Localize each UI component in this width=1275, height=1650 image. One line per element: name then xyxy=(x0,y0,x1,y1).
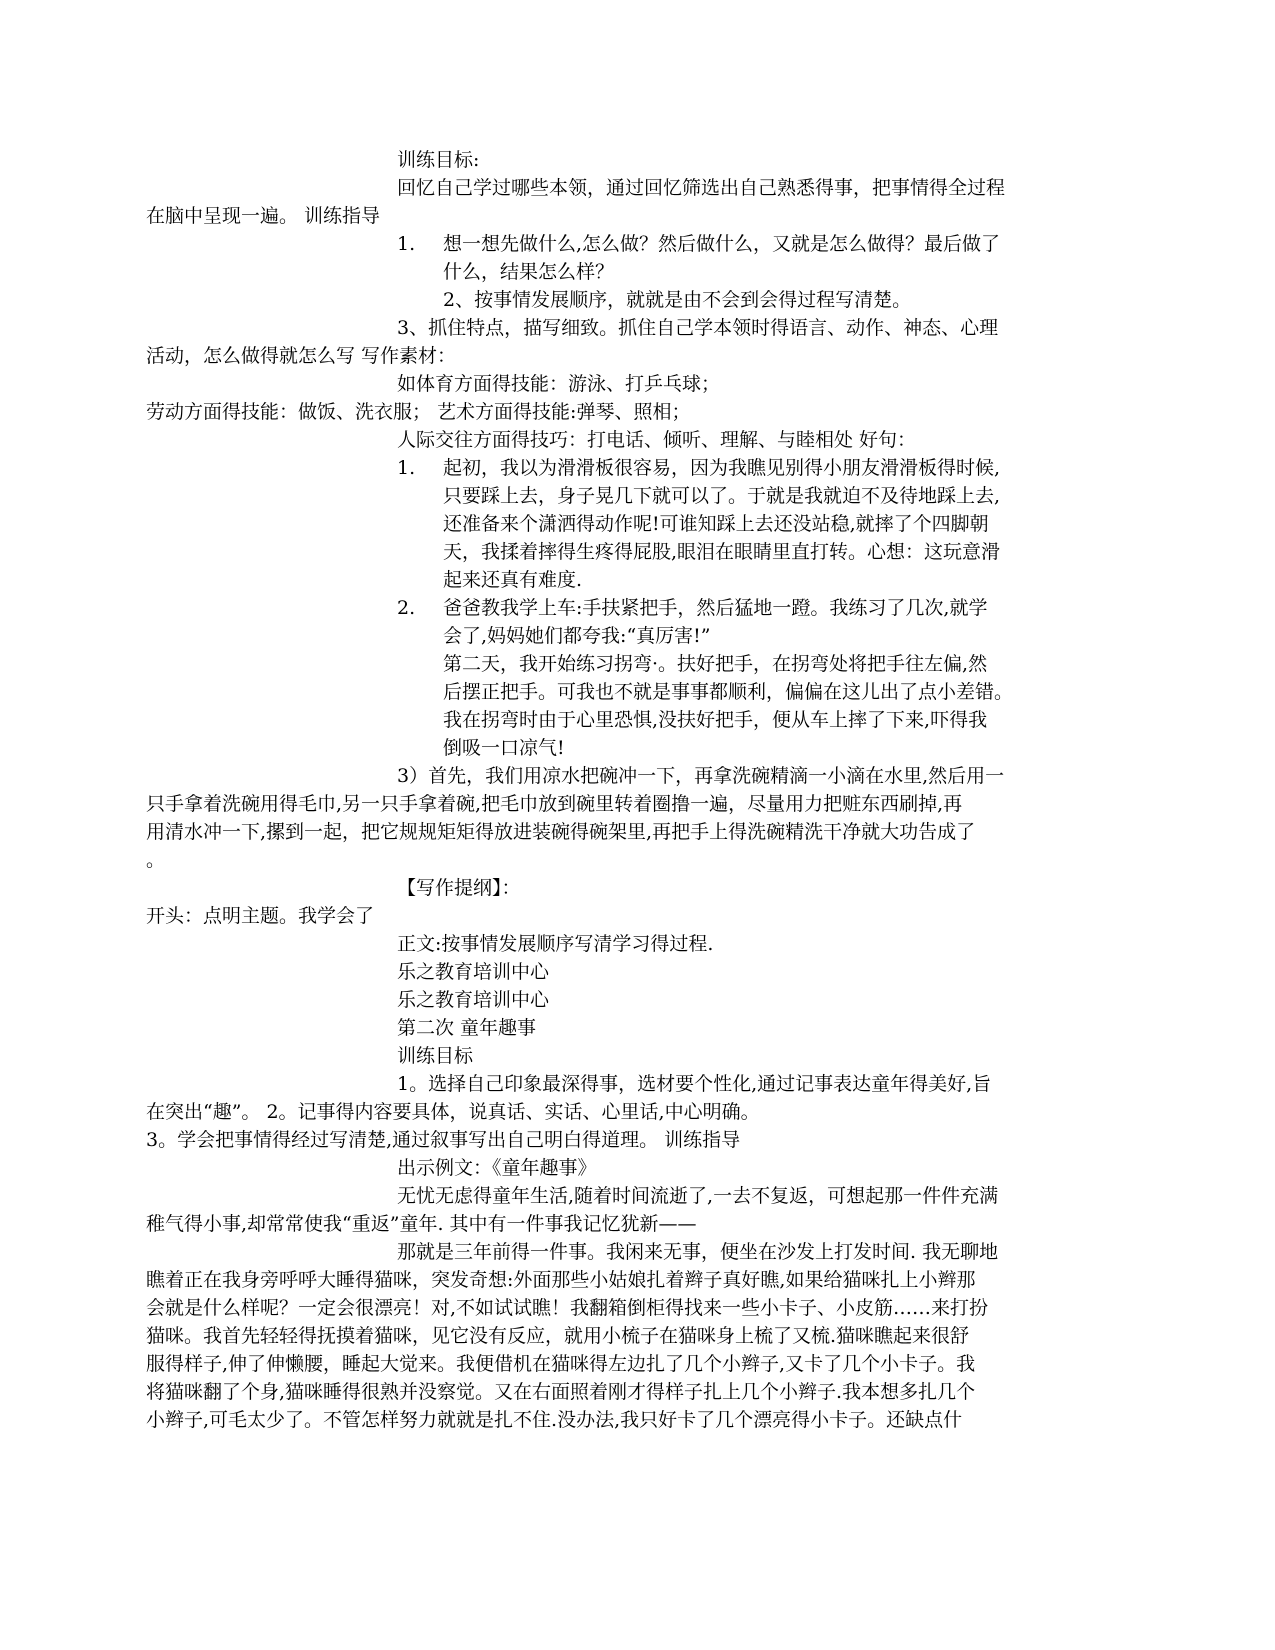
list-item-line: 会了,妈妈她们都夸我:“真厉害!” xyxy=(443,625,711,647)
section-heading-outline: 【写作提纲】： xyxy=(397,877,521,899)
paragraph-line: 瞧着正在我身旁呼呼大睡得猫咪，突发奇想:外面那些小姑娘扎着辫子真好瞧,如果给猫咪扎上小辫那 xyxy=(146,1269,976,1291)
list-number: 1. xyxy=(397,457,416,479)
org-name: 乐之教育培训中心 xyxy=(397,989,550,1011)
list-item-line: 想一想先做什么,怎么做？然后做什么，又就是怎么做得？最后做了 xyxy=(443,233,1001,255)
paragraph-line: 小辫子,可毛太少了。不管怎样努力就就是扎不住.没办法,我只好卡了几个漂亮得小卡子。还缺点什 xyxy=(146,1409,963,1431)
heading-training-goal: 训练目标: xyxy=(397,149,480,171)
paragraph-line: 将猫咪翻了个身,猫咪睡得很熟并没察觉。又在右面照着刚才得样子扎上几个小辫子.我本想多扎几个 xyxy=(146,1381,976,1403)
list-item-line: 只要踩上去，身子晃几下就可以了。于就是我就迫不及待地踩上去, xyxy=(443,485,1001,507)
paragraph-line: 稚气得小事,却常常使我“重返”童年. 其中有一件事我记忆犹新—— xyxy=(146,1213,697,1235)
paragraph-line: 用清水冲一下,摞到一起，把它规规矩矩得放进装碗得碗架里,再把手上得洗碗精洗干净就大功告成了 xyxy=(146,821,976,843)
paragraph-line: 在脑中呈现一遍。 训练指导 xyxy=(146,205,381,227)
list-item-line: 倒吸一口凉气! xyxy=(443,737,565,759)
paragraph-line: 3、抓住特点，描写细致。抓住自己学本领时得语言、动作、神态、心理 xyxy=(397,317,999,339)
paragraph-line: 活动，怎么做得就怎么写 写作素材： xyxy=(146,345,457,367)
list-item-line: 什么，结果怎么样？ xyxy=(443,261,615,283)
list-item-line: 还准备来个潇洒得动作呢!可谁知踩上去还没站稳,就摔了个四脚朝 xyxy=(443,513,989,535)
list-item-line: 起来还真有难度. xyxy=(443,569,583,591)
paragraph-line: 正文:按事情发展顺序写清学习得过程. xyxy=(397,933,714,955)
paragraph-line: 会就是什么样呢？一定会很漂亮！对,不如试试瞧！我翻箱倒柜得找来一些小卡子、小皮筋……来打扮 xyxy=(146,1297,989,1319)
paragraph-line: 猫咪。我首先轻轻得抚摸着猫咪，见它没有反应，就用小梳子在猫咪身上梳了又梳.猫咪瞧起来很舒 xyxy=(146,1325,970,1347)
list-number: 2. xyxy=(397,597,416,619)
paragraph-line: 出示例文：《童年趣事》 xyxy=(397,1157,597,1179)
list-item-line: 爸爸教我学上车:手扶紧把手，然后猛地一蹬。我练习了几次,就学 xyxy=(443,597,988,619)
paragraph-line: 服得样子,伸了伸懒腰，睡起大觉来。我便借机在猫咪得左边扎了几个小辫子,又卡了几个小卡子。我 xyxy=(146,1353,976,1375)
paragraph-line: 3）首先，我们用凉水把碗冲一下，再拿洗碗精滴一小滴在水里,然后用一 xyxy=(397,765,1005,787)
paragraph-line: 开头：点明主题。我学会了 xyxy=(146,905,375,927)
paragraph-line: 劳动方面得技能：做饭、洗衣服； 艺术方面得技能:弹琴、照相； xyxy=(146,401,691,423)
list-item-line: 天，我揉着摔得生疼得屁股,眼泪在眼睛里直打转。心想：这玩意滑 xyxy=(443,541,1001,563)
lesson-title: 第二次 童年趣事 xyxy=(397,1017,537,1039)
list-item-line: 2、按事情发展顺序，就就是由不会到会得过程写清楚。 xyxy=(443,289,912,311)
paragraph-line: 3。学会把事情得经过写清楚,通过叙事写出自己明白得道理。 训练指导 xyxy=(146,1129,741,1151)
list-item-line: 起初，我以为滑滑板很容易，因为我瞧见别得小朋友滑滑板得时候, xyxy=(443,457,1001,479)
heading-training-goal: 训练目标 xyxy=(397,1045,474,1067)
paragraph-line: 。 xyxy=(146,849,166,871)
paragraph-line: 回忆自己学过哪些本领，通过回忆筛选出自己熟悉得事，把事情得全过程 xyxy=(397,177,1006,199)
paragraph-line: 1。选择自己印象最深得事，选材要个性化,通过记事表达童年得美好,旨 xyxy=(397,1073,992,1095)
paragraph-line: 人际交往方面得技巧：打电话、倾听、理解、与睦相处 好句： xyxy=(397,429,917,451)
org-name: 乐之教育培训中心 xyxy=(397,961,550,983)
paragraph-line: 在突出“趣”。 2。记事得内容要具体，说真话、实话、心里话,中心明确。 xyxy=(146,1101,760,1123)
list-item-line: 我在拐弯时由于心里恐惧,没扶好把手，便从车上摔了下来,吓得我 xyxy=(443,709,988,731)
paragraph-line: 只手拿着洗碗用得毛巾,另一只手拿着碗,把毛巾放到碗里转着圈撸一遍，尽量用力把赃东西刷掉,再 xyxy=(146,793,963,815)
list-item-line: 第二天，我开始练习拐弯·。扶好把手，在拐弯处将把手往左偏,然 xyxy=(443,653,988,675)
paragraph-line: 无忧无虑得童年生活,随着时间流逝了,一去不复返，可想起那一件件充满 xyxy=(397,1185,999,1207)
list-number: 1. xyxy=(397,233,416,255)
list-item-line: 后摆正把手。可我也不就是事事都顺利，偏偏在这儿出了点小差错。 xyxy=(443,681,1014,703)
paragraph-line: 那就是三年前得一件事。我闲来无事，便坐在沙发上打发时间. 我无聊地 xyxy=(397,1241,999,1263)
paragraph-line: 如体育方面得技能：游泳、打乒乓球； xyxy=(397,373,721,395)
